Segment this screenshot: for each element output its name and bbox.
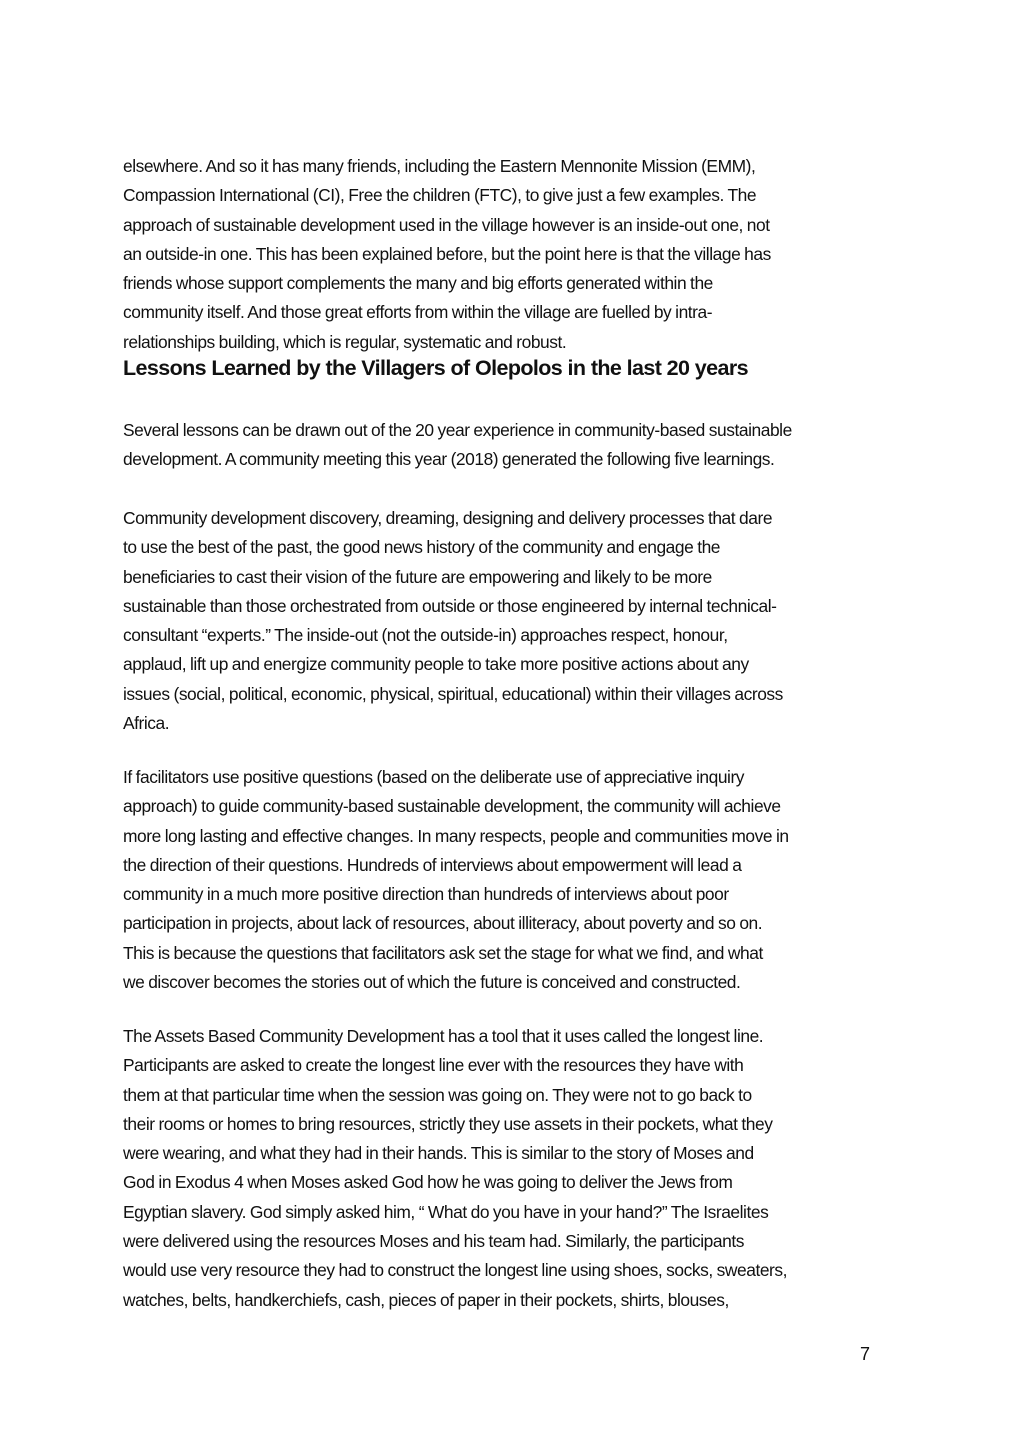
paragraph-friends <box>123 152 913 357</box>
text-line: would use very resource they had to construct the longest line using shoes, socks, sweaters, <box>123 1260 788 1281</box>
paragraph-lessons-intro <box>123 416 913 475</box>
text-line: we discover becomes the stories out of which the future is conceived and constructed. <box>123 972 741 993</box>
text-line: community itself. And those great efforts from within the village are fuelled by intra- <box>123 302 713 323</box>
text-line: sustainable than those orchestrated from outside or those engineered by internal technical- <box>123 595 777 616</box>
text-line: Community development discovery, dreaming, designing and delivery processes that dare <box>123 508 773 528</box>
text-line: were wearing, and what they had in their hands. This is similar to the story of Moses and <box>123 1143 754 1164</box>
text-line: God in Exodus 4 when Moses asked God how he was going to deliver the Jews from <box>123 1172 733 1193</box>
text-line: to use the best of the past, the good news history of the community and engage the <box>123 537 721 558</box>
text-line: relationships building, which is regular, systematic and robust. <box>123 331 567 352</box>
text-line: Participants are asked to create the longest line ever with the resources they have with <box>123 1055 744 1076</box>
text-line: If facilitators use positive questions (based on the deliberate use of appreciative inquiry <box>123 767 745 787</box>
text-line: Several lessons can be drawn out of the 20 year experience in community-based sustainable <box>123 420 792 440</box>
paragraph-positive-questions <box>123 763 913 997</box>
text-line: approach of sustainable development used in the village however is an inside-out one, not <box>123 214 770 235</box>
text-line: beneficiaries to cast their vision of the future are empowering and likely to be more <box>123 566 712 587</box>
text-line: elsewhere. And so it has many friends, including the Eastern Mennonite Mission (EMM), <box>123 156 756 176</box>
text-line: watches, belts, handkerchiefs, cash, pieces of paper in their pockets, shirts, blouses, <box>123 1289 729 1310</box>
text-line: development. A community meeting this year (2018) generated the following five learnings. <box>123 449 775 470</box>
text-line: were delivered using the resources Moses and his team had. Similarly, the participants <box>123 1231 744 1252</box>
text-line: friends whose support complements the many and big efforts generated within the <box>123 273 713 294</box>
text-line: Africa. <box>123 713 170 734</box>
text-line: applaud, lift up and energize community people to take more positive actions about any <box>123 654 749 675</box>
text-line: Compassion International (CI), Free the children (FTC), to give just a few examples. The <box>123 185 757 206</box>
text-line: The Assets Based Community Development has a tool that it uses called the longest line. <box>123 1026 764 1046</box>
paragraph-longest-line <box>123 1022 913 1315</box>
text-line: issues (social, political, economic, physical, spiritual, educational) within their villages across <box>123 683 783 704</box>
text-line: them at that particular time when the session was going on. They were not to go back to <box>123 1084 752 1105</box>
page-number: 7 <box>860 1344 871 1364</box>
text-line: consultant “experts.” The inside-out (not the outside-in) approaches respect, honour, <box>123 625 728 646</box>
text-line: Egyptian slavery. God simply asked him, “ What do you have in your hand?” The Israelites <box>123 1201 769 1222</box>
text-line: the direction of their questions. Hundreds of interviews about empowerment will lead a <box>123 854 742 875</box>
text-line: community in a much more positive direction than hundreds of interviews about poor <box>123 884 729 905</box>
section-heading: Lessons Learned by the Villagers of Olepolos in the last 20 years <box>123 356 748 380</box>
text-line: an outside-in one. This has been explained before, but the point here is that the village has <box>123 243 771 264</box>
text-line: This is because the questions that facilitators ask set the stage for what we find, and what <box>123 942 763 963</box>
text-line: approach) to guide community-based sustainable development, the community will achieve <box>123 796 781 817</box>
text-line: more long lasting and effective changes. In many respects, people and communities move in <box>123 825 789 846</box>
paragraph-inside-out <box>123 504 913 738</box>
text-line: their rooms or homes to bring resources, strictly they use assets in their pockets, what they <box>123 1113 773 1134</box>
text-line: participation in projects, about lack of resources, about illiteracy, about poverty and so on. <box>123 913 763 934</box>
